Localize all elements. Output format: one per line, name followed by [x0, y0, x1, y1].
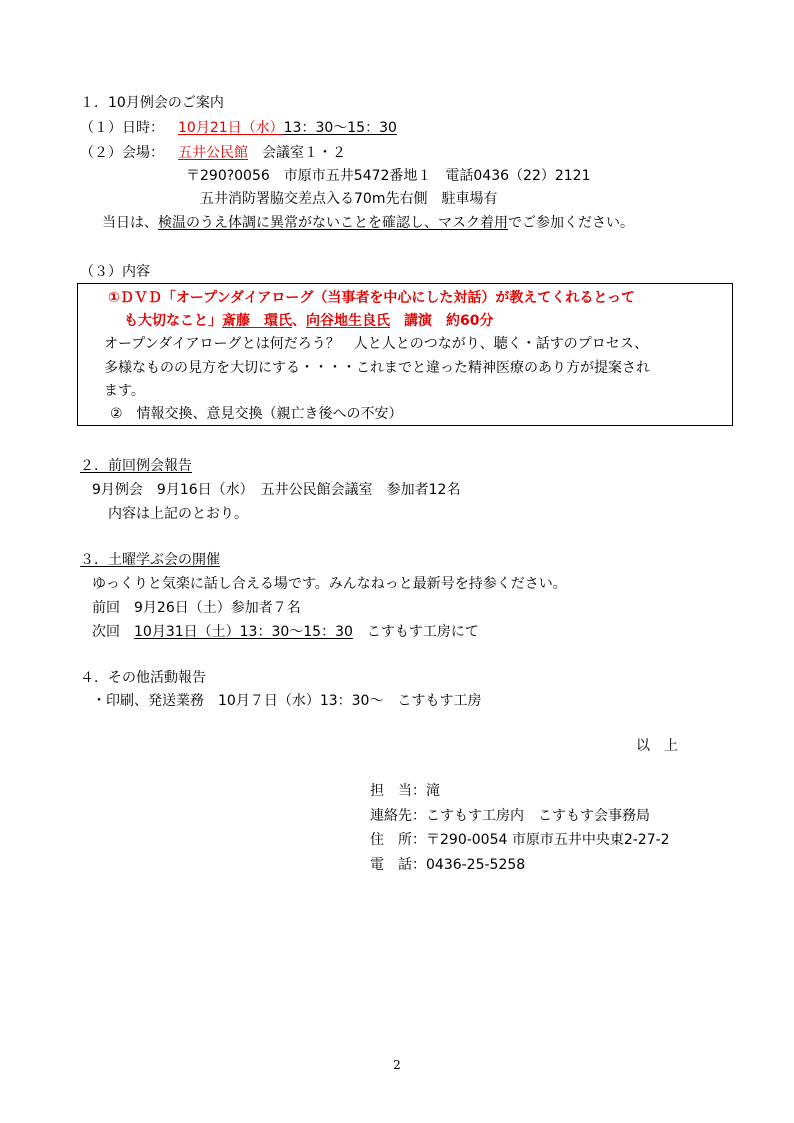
item1-line2b: 講演 約60分: [390, 313, 494, 329]
section3-next: [92, 622, 479, 642]
section3-heading-text: ３．土曜学ぶ会の開催: [80, 552, 220, 568]
item1-line1: ①ＤＶＤ「オープンダイアローグ（当事者を中心にした対話）が教えてくれるとって: [108, 290, 636, 306]
contact-tel-label: 電 話：: [370, 857, 426, 873]
section2-line2: 内容は上記のとおり。: [108, 506, 248, 522]
speaker-sep: 、: [292, 313, 306, 329]
section2-line1: 9月例会 9月16日（水） 五井公民館会議室 参加者12名: [92, 482, 461, 498]
item1-line2a: も大切なこと」: [124, 313, 222, 329]
section1-heading: １．10月例会のご案内: [80, 95, 224, 111]
section3-heading: [80, 550, 220, 570]
next-label: 次回: [92, 624, 134, 640]
item1-line2: [124, 311, 493, 331]
contact-address: [370, 830, 670, 850]
venue-room: 会議室１・２: [262, 145, 346, 161]
date-label: （１）日時：: [80, 120, 164, 136]
notice-underlined: 検温のうえ体調に異常がないことを確認し、マスク着用: [158, 215, 508, 231]
venue-address: 〒290?0056 市原市五井5472番地１ 電話0436（22）2121: [186, 168, 591, 184]
notice-post: でご参加ください。: [508, 215, 634, 231]
section2-heading-text: ２．前回例会報告: [80, 458, 192, 474]
section4-heading: ４．その他活動報告: [80, 670, 206, 686]
page-number: 2: [393, 1058, 401, 1072]
section2-heading: [80, 456, 192, 476]
desc-line3: ます。: [104, 383, 145, 399]
contact-address-value: 〒290-0054 市原市五井中央東2-27-2: [426, 832, 670, 848]
contact-person: [370, 781, 440, 801]
notice-pre: 当日は、: [102, 215, 158, 231]
next-date: 10月31日（土）13：30～15：30: [134, 624, 353, 640]
item2: ② 情報交換、意見交換（親亡き後への不安）: [110, 406, 403, 422]
next-place: こすもす工房にて: [352, 624, 479, 640]
contact-tel: [370, 855, 525, 875]
content-label: （３）内容: [80, 264, 150, 280]
contact-person-label: 担 当：: [370, 783, 426, 799]
venue-name: 五井公民館: [178, 145, 248, 161]
venue-access: 五井消防署脇交差点入る70m先右側 駐車場有: [200, 191, 498, 207]
venue-label: （２）会場：: [80, 145, 164, 161]
venue-row: [80, 143, 346, 163]
attendance-notice: [102, 213, 634, 233]
date-value: 10月21日（水）: [178, 120, 284, 136]
contact-person-value: 滝: [426, 783, 440, 799]
contact-tel-value: 0436-25-5258: [426, 857, 526, 873]
speaker2: 向谷地生良氏: [306, 313, 390, 329]
contact-org-label: 連絡先：: [370, 808, 426, 824]
section3-line1: ゆっくりと気楽に話し合える場です。みんなねっと最新号を持参ください。: [92, 576, 567, 592]
section4-line1: ・印刷、発送業務 10月７日（水）13：30～ こすもす工房: [92, 693, 482, 709]
contact-org-value: こすもす工房内 こすもす会事務局: [426, 808, 650, 824]
speaker1: 斎藤 環氏: [222, 313, 292, 329]
date-row: [80, 118, 397, 138]
desc-line1: オープンダイアローグとは何だろう？ 人と人とのつながり、聴く・話すのプロセス、: [104, 336, 649, 352]
contact-org: [370, 806, 650, 826]
section3-prev: 前回 9月26日（土）参加者７名: [92, 600, 301, 616]
date-time: 13：30～15：30: [283, 120, 397, 136]
contact-address-label: 住 所：: [370, 832, 426, 848]
desc-line2: 多様なものの見方を大切にする・・・・これまでと違った精神医療のあり方が提案され: [104, 360, 650, 376]
closing: 以 上: [636, 738, 678, 754]
